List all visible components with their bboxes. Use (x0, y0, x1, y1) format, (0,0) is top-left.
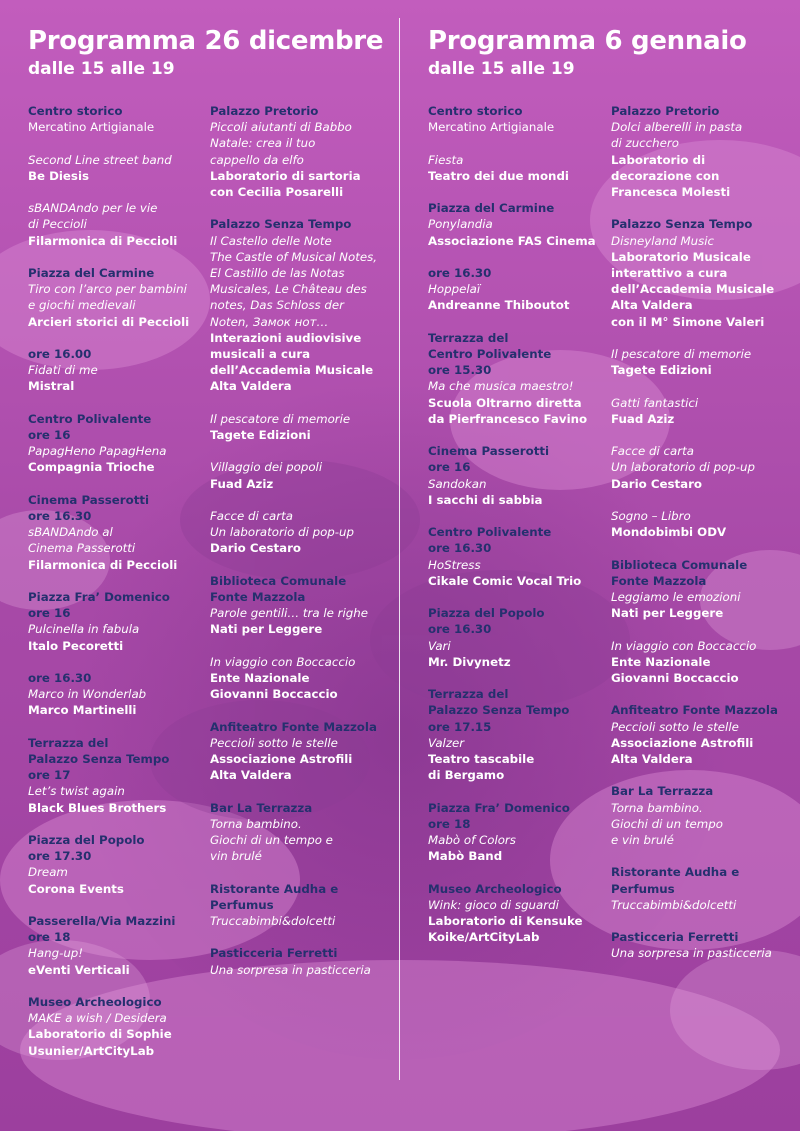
event-title: Torna bambino. (611, 800, 703, 815)
event-title: Hoppelaï (428, 282, 481, 297)
event-block (210, 411, 377, 443)
event-title: The Castle of Musical Notes, (210, 249, 377, 264)
event-title: Facce di carta (210, 509, 293, 524)
performer-name: Filarmonica di Peccioli (28, 557, 178, 572)
venue-name: Piazza del Popolo (28, 832, 145, 847)
event-title: Dream (28, 865, 68, 880)
event-block (611, 443, 778, 492)
performer-name: Tagete Edizioni (611, 363, 712, 378)
event-title: Second Line street band (28, 152, 172, 167)
venue-name: Terrazza del (428, 687, 509, 702)
performer-name: decorazione con (611, 168, 720, 183)
event-block (428, 800, 596, 865)
event-block (210, 508, 377, 557)
event-title: Un laboratorio di pop-up (210, 525, 355, 540)
performer-name: di Bergamo (428, 768, 505, 783)
event-block (210, 719, 377, 784)
performer-name: Marco Martinelli (28, 703, 137, 718)
event-title: Peccioli sotto le stelle (210, 735, 338, 750)
performer-name: Scuola Oltrarno diretta (428, 395, 582, 410)
venue-name: Palazzo Senza Tempo (428, 703, 570, 718)
program-title: Programma 6 gennaio (428, 26, 747, 56)
event-title: Una sorpresa in pasticceria (611, 946, 772, 961)
event-title: El Castillo de las Notas (210, 266, 345, 281)
performer-name: con il M° Simone Valeri (611, 314, 765, 329)
performer-name: Associazione Astrofili (210, 752, 353, 767)
event-block (428, 443, 596, 508)
performer-name: Interazioni audiovisive (210, 330, 362, 345)
venue-name: Cinema Passerotti (428, 444, 550, 459)
event-title: PapagHeno PapagHena (28, 444, 167, 459)
program-title: Programma 26 dicembre (28, 26, 384, 56)
event-block (611, 864, 778, 913)
event-block (210, 573, 377, 638)
event-title: Vari (428, 638, 451, 653)
performer-name: Be Diesis (28, 168, 90, 183)
performer-name: da Pierfrancesco Favino (428, 411, 588, 426)
event-title: Disneyland Music (611, 233, 715, 248)
performer-name: Dario Cestaro (210, 541, 302, 556)
event-title: Facce di carta (611, 444, 694, 459)
event-title: Tiro con l’arco per bambini (28, 282, 187, 297)
performer-name: Francesca Molesti (611, 185, 731, 200)
event-time: ore 16.30 (28, 508, 92, 523)
performer-name: I sacchi di sabbia (428, 492, 543, 507)
event-block (611, 557, 778, 622)
event-time: ore 17.30 (28, 849, 92, 864)
event-block (428, 103, 596, 135)
performer-name: Giovanni Boccaccio (210, 687, 338, 702)
event-block (28, 200, 189, 249)
event-title: Un laboratorio di pop-up (611, 460, 756, 475)
venue-name: Biblioteca Comunale (611, 557, 748, 572)
venue-name: Terrazza del (428, 330, 509, 345)
performer-name: Mr. Divynetz (428, 654, 511, 669)
venue-name: Centro Polivalente (28, 411, 152, 426)
performer-name: Mistral (28, 379, 75, 394)
venue-name: Piazza del Popolo (428, 606, 545, 621)
event-block (428, 200, 596, 249)
program-hours: dalle 15 alle 19 (428, 59, 575, 79)
event-title: Marco in Wonderlab (28, 687, 147, 702)
event-block (428, 881, 596, 946)
event-time: ore 16.30 (28, 670, 92, 685)
event-time: ore 16.00 (28, 346, 92, 361)
event-title: Ma che musica maestro! (428, 379, 574, 394)
venue-name: Pasticceria Ferretti (611, 930, 739, 945)
event-title: e vin brulé (611, 833, 674, 847)
performer-name: Associazione FAS Cinema (428, 233, 596, 248)
event-block (28, 832, 189, 897)
event-block (28, 152, 189, 184)
venue-name: Palazzo Senza Tempo (611, 217, 753, 232)
performer-name: dell’Accademia Musicale (210, 363, 374, 378)
performer-name: Laboratorio di Kensuke (428, 914, 583, 928)
venue-name: Anfiteatro Fonte Mazzola (210, 719, 377, 734)
event-time: ore 16.30 (428, 541, 492, 556)
event-block (428, 605, 596, 670)
venue-name: Centro storico (28, 104, 123, 118)
event-title: Giochi di un tempo (611, 816, 723, 831)
event-title: HoStress (428, 557, 481, 572)
performer-name: Teatro tascabile (428, 752, 535, 766)
event-title: Fiesta (428, 152, 464, 167)
event-block (210, 216, 377, 394)
venue-name: Piazza Fra’ Domenico (428, 800, 570, 815)
event-block (210, 654, 377, 703)
performer-name: Corona Events (28, 881, 124, 896)
venue-name: Museo Archeologico (28, 994, 162, 1009)
program-6-col-right (611, 103, 778, 978)
event-time: ore 16 (428, 460, 471, 475)
venue-name: Palazzo Senza Tempo (210, 217, 352, 232)
event-block (210, 945, 377, 977)
event-text: Mercatino Artigianale (28, 120, 155, 135)
performer-name: Fuad Aziz (611, 411, 675, 426)
event-block (611, 783, 778, 848)
program-header-26-dicembre (28, 26, 383, 80)
performer-name: Fuad Aziz (210, 476, 274, 491)
event-title: Piccoli aiutanti di Babbo (210, 120, 352, 135)
event-block (210, 459, 377, 491)
event-title: Villaggio dei popoli (210, 460, 323, 475)
event-title: Sogno – Libro (611, 509, 691, 523)
event-title: Dolci alberelli in pasta (611, 120, 743, 135)
program-26-col-left (28, 103, 189, 1075)
event-title: Gatti fantastici (611, 395, 699, 410)
event-title: Truccabimbi&dolcetti (611, 897, 737, 912)
performer-name: Laboratorio di Sophie (28, 1027, 172, 1042)
event-block (428, 330, 596, 427)
event-title: MAKE a wish / Desidera (28, 1011, 167, 1026)
event-title: Il Castello delle Note (210, 233, 332, 248)
program-26-col-right (210, 103, 377, 994)
performer-name: Alta Valdera (611, 298, 693, 313)
event-title: cappello da elfo (210, 152, 304, 167)
venue-name: Anfiteatro Fonte Mazzola (611, 703, 778, 718)
venue-name: Piazza del Carmine (428, 201, 555, 216)
event-title: Wink: gioco di sguardi (428, 897, 559, 912)
event-block (210, 103, 377, 200)
performer-name: Alta Valdera (611, 752, 693, 766)
event-time: ore 16.30 (428, 265, 492, 280)
event-block (28, 411, 189, 476)
performer-name: Usunier/ArtCityLab (28, 1043, 155, 1058)
performer-name: eVenti Verticali (28, 962, 130, 977)
event-title: vin brulé (210, 849, 262, 864)
event-title: notes, Das Schloss der (210, 298, 345, 313)
event-title: Il pescatore di memorie (611, 347, 752, 362)
performer-name: Arcieri storici di Peccioli (28, 314, 190, 329)
event-time: ore 15.30 (428, 363, 492, 378)
event-time: ore 16 (28, 606, 71, 621)
program-6-col-left (428, 103, 596, 962)
event-title: Giochi di un tempo e (210, 833, 333, 848)
performer-name: Ente Nazionale (611, 654, 711, 669)
event-title: Cinema Passerotti (28, 541, 136, 556)
performer-name: Italo Pecoretti (28, 638, 124, 653)
event-title: Noten, Замок нот… (210, 314, 329, 329)
performer-name: Filarmonica di Peccioli (28, 233, 178, 248)
event-title: Let’s twist again (28, 784, 125, 799)
performer-name: Dario Cestaro (611, 476, 703, 491)
program-hours: dalle 15 alle 19 (28, 59, 175, 79)
event-title: sBANDAndo al (28, 525, 113, 540)
program-header-6-gennaio (428, 26, 747, 80)
event-title: Truccabimbi&dolcetti (210, 914, 336, 929)
event-title: Mabò of Colors (428, 833, 516, 847)
performer-name: interattivo a cura (611, 266, 728, 281)
venue-name: Cinema Passerotti (28, 492, 150, 507)
event-block (428, 686, 596, 783)
event-block (28, 103, 189, 135)
event-time: ore 16 (28, 427, 71, 442)
venue-name: Bar La Terrazza (611, 784, 714, 799)
venue-name: Perfumus (611, 881, 675, 896)
performer-name: Nati per Leggere (210, 622, 323, 637)
event-block (28, 913, 189, 978)
event-title: Hang-up! (28, 946, 84, 961)
event-title: Valzer (428, 735, 465, 750)
venue-name: Bar La Terrazza (210, 800, 313, 815)
event-title: Sandokan (428, 476, 487, 491)
event-block (428, 152, 596, 184)
venue-name: Piazza Fra’ Domenico (28, 589, 170, 604)
event-text: Mercatino Artigianale (428, 120, 555, 135)
event-block (611, 508, 778, 540)
event-title: In viaggio con Boccaccio (210, 654, 356, 669)
event-time: ore 17.15 (428, 719, 492, 734)
event-time: ore 16.30 (428, 622, 492, 637)
performer-name: Laboratorio di sartoria (210, 168, 361, 183)
venue-name: Biblioteca Comunale (210, 573, 347, 588)
event-block (210, 881, 377, 930)
event-title: e giochi medievali (28, 298, 136, 313)
event-title: Natale: crea il tuo (210, 136, 316, 151)
event-block (611, 216, 778, 329)
event-title: Leggiamo le emozioni (611, 590, 741, 604)
event-block (428, 524, 596, 589)
performer-name: Nati per Leggere (611, 606, 724, 621)
performer-name: con Cecilia Posarelli (210, 185, 344, 200)
performer-name: dell’Accademia Musicale (611, 282, 775, 297)
venue-name: Passerella/Via Mazzini (28, 913, 176, 928)
event-block (428, 265, 596, 314)
venue-name: Ristorante Audha e (210, 881, 339, 896)
event-block (210, 800, 377, 865)
performer-name: Compagnia Trioche (28, 460, 155, 475)
event-title: di Peccioli (28, 217, 87, 232)
event-title: Musicales, Le Château des (210, 282, 367, 297)
event-time: ore 17 (28, 768, 71, 783)
event-block (28, 492, 189, 573)
event-title: In viaggio con Boccaccio (611, 638, 757, 653)
venue-name: Fonte Mazzola (210, 590, 306, 605)
performer-name: musicali a cura (210, 347, 311, 362)
event-title: Pulcinella in fabula (28, 622, 140, 637)
event-block (611, 929, 778, 961)
event-title: di zucchero (611, 136, 679, 151)
event-block (28, 670, 189, 719)
performer-name: Black Blues Brothers (28, 800, 167, 815)
venue-name: Ristorante Audha e (611, 865, 740, 880)
venue-name: Piazza del Carmine (28, 265, 155, 280)
event-block (28, 265, 189, 330)
performer-name: Laboratorio Musicale (611, 249, 751, 264)
event-title: Ponylandia (428, 217, 493, 232)
event-title: Peccioli sotto le stelle (611, 719, 739, 734)
performer-name: Mondobimbi ODV (611, 525, 727, 540)
performer-name: Teatro dei due mondi (428, 168, 569, 183)
venue-name: Fonte Mazzola (611, 573, 707, 588)
event-title: Una sorpresa in pasticceria (210, 962, 371, 977)
venue-name: Pasticceria Ferretti (210, 946, 338, 961)
performer-name: Associazione Astrofili (611, 735, 754, 750)
event-title: Fidati di me (28, 363, 98, 378)
venue-name: Palazzo Senza Tempo (28, 751, 170, 766)
event-block (611, 395, 778, 427)
performer-name: Andreanne Thiboutot (428, 298, 570, 313)
event-time: ore 18 (28, 930, 71, 945)
venue-name: Museo Archeologico (428, 881, 562, 896)
performer-name: Cikale Comic Vocal Trio (428, 573, 582, 588)
event-block (611, 702, 778, 767)
performer-name: Ente Nazionale (210, 671, 310, 686)
event-block (28, 735, 189, 816)
performer-name: Alta Valdera (210, 379, 292, 394)
event-title: Torna bambino. (210, 816, 302, 831)
performer-name: Laboratorio di (611, 152, 706, 167)
performer-name: Mabò Band (428, 849, 503, 864)
venue-name: Palazzo Pretorio (210, 104, 319, 118)
venue-name: Centro storico (428, 104, 523, 118)
venue-name: Terrazza del (28, 735, 109, 750)
event-title: Il pescatore di memorie (210, 411, 351, 426)
venue-name: Centro Polivalente (428, 346, 552, 361)
event-title: Parole gentili… tra le righe (210, 606, 369, 621)
event-block (611, 638, 778, 687)
event-block (28, 589, 189, 654)
venue-name: Perfumus (210, 897, 274, 912)
performer-name: Koike/ArtCityLab (428, 930, 540, 945)
performer-name: Giovanni Boccaccio (611, 671, 739, 685)
column-divider (399, 18, 400, 1080)
venue-name: Palazzo Pretorio (611, 104, 720, 118)
event-block (28, 346, 189, 395)
event-block (611, 103, 778, 200)
performer-name: Alta Valdera (210, 768, 292, 783)
event-block (611, 346, 778, 378)
performer-name: Tagete Edizioni (210, 428, 311, 443)
event-time: ore 18 (428, 816, 471, 831)
event-title: sBANDAndo per le vie (28, 201, 158, 216)
venue-name: Centro Polivalente (428, 525, 552, 540)
event-block (28, 994, 189, 1059)
